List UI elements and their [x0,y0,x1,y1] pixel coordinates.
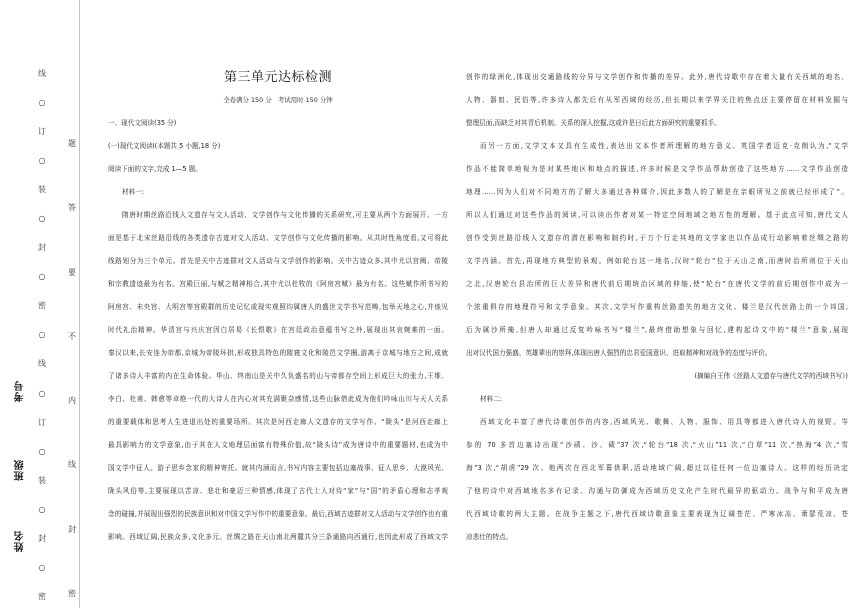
text-line: 个浓重俱存的地理符号和文学意象。其次,文学写作重构丝路遗失的地方文化。楼兰是汉代丝路上的一个邦国, [466,303,848,311]
text-line: 隋唐时期丝路沿线人文遗存与文人活动、文学创作与文化传播的关系研究,可主要从两个方面展开。一方 [122,211,448,219]
binding-circle: ○ [38,504,46,514]
binding-circle: ○ [38,330,46,340]
student-name-label: 姓名 [15,530,26,552]
text-line: 文学内涵。首先,再现地方典型的景观。例如轮台这一地名,汉时“轮台”位于天山之南,而唐时治所则位于天山 [466,257,848,265]
binding-warning-char: 线 [68,460,76,470]
text-line: 出对汉代国力强盛、英雄辈出的崇拜,体现出唐人强烈的忠君爱国意识、进取精神和对战争的态度与评价。 [466,349,772,357]
class-label: 班级 [15,459,26,481]
text-line: 创作的绿洲化,体现出交通路线的分异与文学创作和传播的差异。此外,唐代诗歌中存在着大量有关西域的地名、 [466,73,848,81]
right-column [466,66,848,549]
text-line: 最具影响力的文学意象,由于其在人文地理层面富有特殊价值,故“陇头诗”成为唐诗中的重要题材,也成为中 [108,441,448,449]
page-title: 第三单元达标检测 [223,70,332,85]
binding-mark: 线 [38,359,46,369]
binding-mark: 装 [38,185,46,195]
text-line: 人物、器皿、民俗等,许多诗人都先后有从军西域的经历,但长期以来学界关注的焦点还主要停留在材料发掘与 [466,96,848,104]
binding-mark: 封 [38,243,46,253]
text-line: 海”3 次,“胡虏”29 次。他两次在西北军幕供职,活动地域广阔,超过以往任何一位边塞诗人。这样的经历决定 [466,464,848,472]
exam-info: 全卷满分 150 分 考试用时 150 分钟 [223,96,333,104]
exam-number-label: 考号 [15,380,26,402]
binding-mark: 订 [38,417,46,427]
text-line: 地理……因为人们对不同地方的了解大多通过各种媒介,因此多数人的了解是在亲眼所见之前就已经形成了”。 [466,188,848,196]
text-line: 凉悲壮的特点。 [466,533,513,541]
text-line: 线路划分为三个单元。首先是关中古迹群对文人活动与文学创作的影响。关中古迹众多,其中尤以宫阙、帝陵 [108,257,448,265]
binding-warning-char: 答 [68,203,76,213]
binding-mark: 线 [38,69,46,78]
source-citation: (摘编自王伟《丝路人文遗存与唐代文学的西域书写》) [694,372,848,380]
text-line: 国文学中征人、游子思乡念家的精神寄托。就其内涵而言,书写内容主要包括边塞战事、征人思乡、大漠风光、 [108,464,448,472]
text-line: 参的 70 多首边塞诗出现“沙碛、沙、碛”37 次,“轮台”18 次,“火山”11 次,“白草”11 次,“热海”4 次,“雪 [466,441,848,449]
binding-circle: ○ [38,562,46,572]
instruction-text: 阅读下面的文字,完成 1—5 题。 [108,165,202,173]
binding-warning-char: 题 [68,139,76,148]
binding-mark: 密 [38,591,46,601]
binding-circle: ○ [38,446,46,456]
text-line: 而另一方面,文学文本又具有生成性,表达出文本作者所理解的地方意义。英国学者迈克·克朗认为,“文学 [480,142,848,150]
section-heading: 一、现代文阅读(35 分) [108,119,177,127]
binding-mark: 封 [38,533,46,543]
text-line: 之北,汉唐轮台县治所的巨大差异和唐代前后期统治区域的伸缩,使“轮台”在唐代文学的前后期创作中成为一 [466,280,848,288]
binding-margin-inner [65,139,79,599]
left-column [108,66,448,549]
binding-circle: ○ [38,156,46,166]
text-line: 了他的诗中对西域地名多有记录。沟通与防御成为西域历史文化产生时代最异的驱动力。战争与和平成为唐 [466,487,848,495]
text-line: 了诸多诗人丰富的内在生命体验。华山、终南山是关中久负盛名的山与帝都存空间上形成巨大的张力,王维、 [108,372,448,380]
binding-mark: 密 [38,301,46,311]
text-line: 阿房宫、未央宫、大明宫等宫殿群的历史记忆或现实观照均属唐人的盛世文学书写范畴,包举天地之心,并烛见 [108,303,448,311]
text-line: 代西域诗歌的两大主题。在战争主题之下,唐代西域诗歌意象主要表现为辽阔苍茫、严寒冰冻、萧瑟荒凉、苍 [466,510,848,518]
binding-mark: 装 [38,475,46,485]
text-line: 面是基于北宋丝路沿线的各类遗存古迹对文人活动、文学创作与文化传播的影响。从共时性角度看,又可将此 [108,234,448,242]
binding-fold-line [79,0,80,608]
binding-warning-char: 要 [68,267,76,277]
text-line: 整理层面,而缺乏对其背后机制、关系的深入挖掘,这或许是日后此方面研究的重要抓手。 [466,119,721,127]
text-line: 李白、杜甫、韩愈等卓绝一代的大诗人在内心对其充满聚杂感情,这些山脉借此成为他们吟咏山川与天人关系 [108,395,448,403]
binding-warning-char: 密 [68,588,76,598]
binding-circle: ○ [38,272,46,282]
binding-circle: ○ [38,214,46,224]
subsection-heading: (一)现代文阅读Ⅰ(本题共 5 小题,18 分) [108,142,221,150]
text-line: 的重要载体和思考人生进退出处的重要场所。其次是河西走廊人文遗存的文学写作。“陇头”是河西走廊上 [108,418,448,426]
binding-circle: ○ [38,98,46,108]
binding-warning-char: 内 [68,396,76,406]
binding-circle: ○ [38,388,46,398]
binding-margin-outer [35,69,49,602]
text-line: 所以人们通过对这些作品的阅读,可以读出作者对某一特定空间地域之地方性的理解。基于此点可知,唐代文人 [466,211,848,219]
text-line: 创作受到丝路沿线人文遗存的潜在影响和制约时,于万个行走其地的文学家也以作品成行动影响着丝绸之路的 [466,234,848,242]
text-line: 秦汉以来,长安连为帝都,京城为帝陵环拱,形成独具特色的陵寝文化和陵邑文学圈,游离于京城与地方之间,成就 [108,349,448,357]
binding-warning-char: 不 [68,331,76,341]
text-line: 时代礼治精神。华清宫与兴庆宫因白居易《长恨歌》在宫廷政治意蕴书写之外,展现出其哀婉难的一面。 [108,326,448,334]
text-line: 影响。西域辽阔,民族众多,文化多元。丝绸之路在天山南北两麓共分三条通路向西通行,也因此形成了西域文学 [108,533,448,541]
text-line: 作品不能简单地视为是对某些地区和地点的描述,许多时候是文学作品帮助创造了这些地方……文学作品创造 [466,165,848,173]
binding-warning-char: 封 [68,524,76,534]
binding-mark: 订 [38,127,46,137]
material-one-label: 材料一: [122,188,145,196]
text-line: 后为属沙所掩,但唐人却通过反复吟咏书写“楼兰”,最终借助想象与回忆,建构起诗文中的“楼兰”意象,展现 [466,326,848,334]
text-line: 念的碰撞,并展现出强烈的民族意识和对中国文学写作中的重要意象。最后,西域古迹群对文人活动与文学创作也有重 [108,510,448,518]
text-line: 西域文化丰富了唐代诗歌创作的内容,西域风光、歌舞、人物、服饰、用具等都进入唐代诗人的视野。岑 [480,418,848,426]
material-two-label: 材料二: [480,395,503,403]
text-line: 陇头风俗等,主要展现以苦凉、悲壮和豪迈三种情感,体现了古代士人对待“家”与“国”的矛盾心理和志孝观 [108,487,448,495]
text-line: 和宗教遗迹最为有名。宫殿巨丽,与赋之精神相合,其中尤以杜牧的《阿房宫赋》最为有名。这些赋作所书写的 [108,280,448,288]
